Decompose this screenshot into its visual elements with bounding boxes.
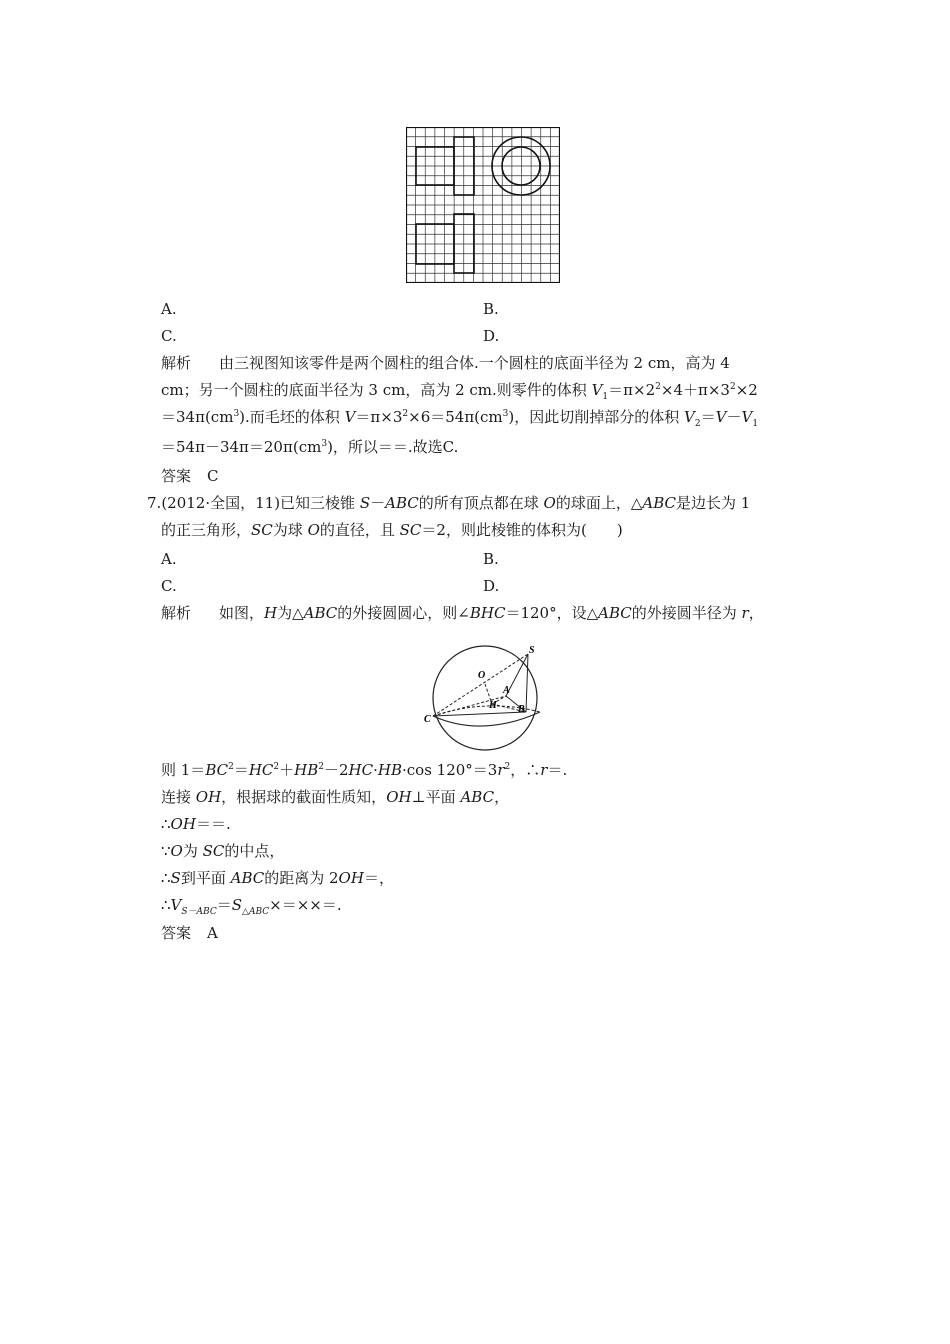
- grid-lines: [406, 127, 560, 283]
- label-a: A: [503, 685, 510, 696]
- three-view-figure: [406, 127, 560, 283]
- p7-equation-1: 则 $1=BC^2=HC^2+HB^2-2HC\cdot HB\cdot\cos$ $120^\circ=3r^2$，∴r＝.: [161, 761, 568, 779]
- p6-option-b: B.: [483, 300, 499, 318]
- p6-analysis-line-4: $=54\pi-34\pi=20\pi(cm^3)$，所以＝＝.故选C.: [161, 438, 459, 456]
- answer-value: A: [207, 924, 218, 942]
- p6-analysis-line-3: $=34\pi(cm^3)$.而毛坯的体积 $V=\pi\times 3^2\times 6=54\pi(cm^3)$，因此切削掉部分的体积 $V_2=V-V_1$: [161, 408, 759, 429]
- p7-equation-2: 连接 OH，根据球的截面性质知，OH⊥平面 ABC，: [161, 788, 510, 806]
- p7-option-d: D.: [483, 577, 500, 595]
- p7-equation-4: ∵O为 SC的中点，: [161, 842, 285, 860]
- answer-label: 答案: [161, 467, 192, 485]
- p7-equation-3: ∴OH＝＝.: [161, 815, 231, 833]
- p7-option-c: C.: [161, 577, 177, 595]
- p6-option-d: D.: [483, 327, 500, 345]
- label-b: B: [518, 704, 525, 715]
- p7-option-a: A.: [161, 550, 177, 568]
- analysis-label: 解析: [161, 354, 192, 372]
- p7-equation-5: ∴S到平面 ABC的距离为 2OH＝，: [161, 869, 394, 887]
- answer-value: C: [207, 467, 219, 485]
- answer-label: 答案: [161, 924, 192, 942]
- p7-equation-6: $\therefore V_{S-ABC}=S_{\triangle ABC}\times=\times\times=$.: [161, 896, 342, 917]
- p6-answer: [161, 466, 219, 486]
- p7-analysis-line-1: 解析 如图，H为△ABC的外接圆圆心，则∠BHC＝120°，设△ABC的外接圆半径为 r，: [161, 604, 764, 622]
- label-s: S: [529, 645, 535, 656]
- sphere-pyramid-figure: [422, 640, 546, 752]
- p7-option-b: B.: [483, 550, 499, 568]
- p6-analysis-line-1: 解析 由三视图知该零件是两个圆柱的组合体.一个圆柱的底面半径为 2 cm，高为 4: [161, 354, 730, 372]
- side-view: [416, 214, 474, 273]
- label-c: C: [424, 714, 431, 725]
- analysis-label: 解析: [161, 604, 192, 622]
- label-h: H: [489, 700, 497, 711]
- p6-option-a: A.: [161, 300, 177, 318]
- p6-analysis-line-2: cm；另一个圆柱的底面半径为 3 cm，高为 2 cm.则零件的体积 $V_1=\pi\times 2^2\times 4+\pi\times 3^2\times 2$: [161, 381, 758, 402]
- p7-question-line-1: 7.(2012·全国，11)已知三棱锥 S－ABC的所有顶点都在球 O的球面上，△ABC是边长为 1: [147, 494, 751, 512]
- p7-answer: [161, 923, 218, 943]
- sphere-outline: [433, 646, 537, 750]
- p6-option-c: C.: [161, 327, 177, 345]
- label-o: O: [478, 670, 486, 681]
- question-number: 7.: [147, 494, 162, 512]
- p7-question-line-2: 的正三角形，SC为球 O的直径，且 SC＝2，则此棱锥的体积为( ): [161, 521, 623, 539]
